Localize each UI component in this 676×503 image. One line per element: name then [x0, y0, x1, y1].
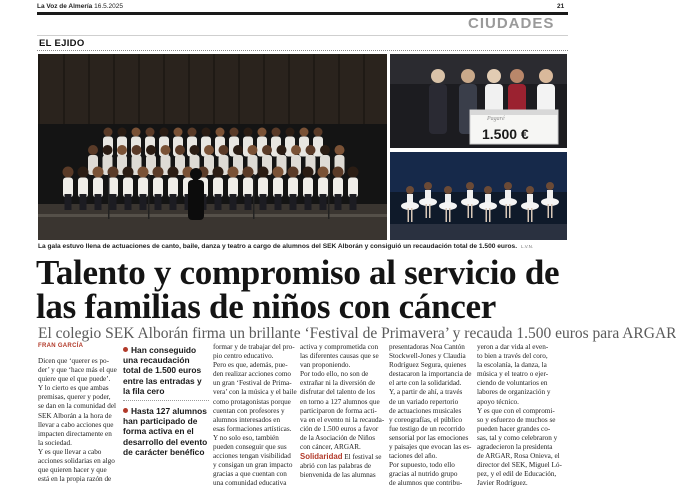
singer-head — [258, 167, 269, 178]
wall-panel-line — [88, 54, 90, 124]
dancer-leg — [548, 204, 550, 218]
pull-quote-2-text: Hasta 127 alumnos han participado de forma activa en el desarrollo del evento de carácter benéfico — [123, 406, 208, 457]
singer-head — [333, 167, 344, 178]
body-line: der’ y que ‘hace más el que — [38, 366, 117, 375]
body-line: cuentan con profesores y — [213, 406, 285, 415]
body-line: de actuaciones musicales — [389, 406, 462, 415]
body-line: sas, tal y como celebraron y — [477, 433, 558, 442]
body-line: Y, a partir de ahí, a través — [389, 388, 463, 397]
singer-head — [216, 128, 225, 137]
dancer-leg — [506, 204, 508, 218]
singer-head — [318, 167, 329, 178]
singer-legs — [95, 194, 102, 210]
body-line: premisas, querer y poder, — [38, 393, 111, 402]
body-line: den realizar acciones como — [213, 370, 292, 379]
singer-head — [273, 167, 284, 178]
singer-legs — [350, 194, 357, 210]
dancer-head — [424, 182, 432, 190]
body-line: y paisajes que evocan las es- — [389, 443, 472, 452]
body-line: que quieren hacer y que — [38, 466, 107, 475]
body-line: acciones solidarias en algo — [38, 457, 115, 466]
conductor-body — [188, 180, 204, 220]
singer-legs — [80, 194, 87, 210]
body-line: so y esfuerzo de muchos se — [477, 415, 556, 424]
singer-head — [213, 167, 224, 178]
wall-panel-line — [38, 54, 40, 124]
body-line: gracias al nutrido grupo — [389, 470, 458, 479]
subsection-title: EL EJIDO — [39, 38, 85, 49]
dancer-tutu — [419, 198, 437, 206]
body-line: gracias a que cuentan con — [213, 470, 287, 479]
singer-legs — [155, 194, 162, 210]
person-head — [431, 69, 445, 83]
singer-head — [146, 145, 156, 155]
body-line: Javier Rodríguez. — [477, 479, 528, 488]
body-column-1 — [38, 357, 118, 503]
body-line: va en el evento ni la recauda- — [300, 415, 385, 424]
body-line: participaron de forma acti- — [300, 406, 377, 415]
body-line: quiere que el que puede’. — [38, 375, 111, 384]
dancer-tutu — [479, 202, 497, 210]
person-head — [487, 69, 501, 83]
body-line: van proponiendo. — [300, 361, 351, 370]
issue-date: 16.5.2025 — [94, 3, 124, 10]
wall-panel-line — [188, 54, 190, 124]
singer-legs — [305, 194, 312, 210]
singer-head — [288, 167, 299, 178]
singer-legs — [110, 194, 117, 210]
masthead-paper-date — [37, 3, 123, 10]
riser-edge — [38, 214, 387, 217]
article-headline — [36, 253, 576, 326]
body-line: música y el teatro o ejer- — [477, 370, 549, 379]
body-line: alumnos interesados en — [213, 415, 281, 424]
dancer-leg — [468, 204, 470, 218]
body-line: pueden hacer grandes co- — [477, 424, 551, 433]
photo-credit: L.V.N. — [521, 244, 534, 249]
body-line: presentadoras Noa Cantón — [389, 343, 465, 351]
body-line: acciones tengan visibilidad — [213, 452, 291, 461]
body-line: agradecieron la presidenta — [477, 443, 553, 452]
singer-head — [146, 128, 155, 137]
person-head — [461, 69, 475, 83]
mic-stand — [328, 174, 330, 219]
body-line: bienvenida de las alumnas — [300, 471, 376, 480]
singer-head — [132, 128, 141, 137]
dancer-leg — [429, 204, 431, 218]
singer-head — [258, 128, 267, 137]
singer-head — [190, 145, 200, 155]
body-line: con cáncer, ARGAR. — [300, 443, 361, 452]
body-line: el arte con la solidaridad. — [389, 379, 462, 388]
singer-head — [103, 145, 113, 155]
body-column-4 — [300, 343, 385, 503]
bullet-dot-icon — [123, 347, 128, 352]
singer-head — [161, 145, 171, 155]
headline-line-1: Talento y compromiso al servicio de — [36, 253, 560, 292]
body-line: Y lo cierto es que ambas — [38, 384, 109, 393]
singer-head — [335, 145, 345, 155]
headline-line-2: las familias de niños con cáncer — [36, 287, 496, 326]
singer-legs — [65, 194, 72, 210]
body-line: Y no solo eso, también — [213, 433, 279, 442]
singer-head — [262, 145, 272, 155]
body-line: extrañar ni la diversión de — [300, 379, 376, 388]
wall-panel-line — [238, 54, 240, 124]
singer-legs — [290, 194, 297, 210]
singer-head — [303, 167, 314, 178]
body-line: fue testigo de un recorrido — [389, 424, 465, 433]
body-line: un gran ‘Festival de Prima- — [213, 379, 292, 388]
wall-panel-line — [113, 54, 115, 124]
body-subhead: Solidaridad — [300, 452, 343, 462]
dancer-leg — [471, 204, 473, 218]
singer-head — [348, 167, 359, 178]
body-line: taciones del año. — [389, 452, 438, 461]
singer-head — [314, 128, 323, 137]
dancer-tutu — [499, 198, 517, 206]
body-line: Stockwell-Jones y Claudia — [389, 352, 466, 361]
singer-legs — [170, 194, 177, 210]
singer-head — [123, 167, 134, 178]
dancers-illustration — [390, 152, 567, 240]
body-line: pueden conseguir que sus — [213, 443, 287, 452]
article-subheadline: El colegio SEK Alborán firma un brillante ‘Festival de Primavera’ y recauda 1.500 euros para ARGAR — [38, 325, 676, 342]
body-line: en torno a 127 alumnos que — [300, 397, 380, 406]
wall-panel-line — [338, 54, 340, 124]
singer-legs — [230, 194, 237, 210]
paper-name: La Voz de Almería — [37, 3, 93, 10]
singer-head — [228, 167, 239, 178]
body-line: de alumnos que contribu- — [389, 479, 463, 488]
singer-head — [300, 128, 309, 137]
singer-head — [248, 145, 258, 155]
photo-cheque-presentation — [390, 54, 567, 148]
singer-head — [230, 128, 239, 137]
mic-stand — [108, 174, 110, 219]
body-line: sensorial por las emociones — [389, 433, 469, 442]
wall-panel-line — [288, 54, 290, 124]
bullet-dot-icon — [123, 408, 128, 413]
cheque-amount: 1.500 € — [482, 126, 529, 142]
wall-panel-line — [313, 54, 315, 124]
stage-wall — [38, 54, 387, 124]
dancer-head — [444, 186, 452, 194]
singer-head — [188, 128, 197, 137]
body-line: una comunidad educativa — [213, 479, 287, 488]
singer-head — [132, 145, 142, 155]
dancer-tutu — [401, 202, 419, 210]
body-line: Rodríguez Segura, quienes — [389, 361, 467, 370]
dancer-leg — [509, 204, 511, 218]
singer-head — [291, 145, 301, 155]
section-subhead-line — [300, 452, 385, 462]
body-line: destacaron la importancia de — [389, 370, 472, 379]
photo-dance-performance — [390, 152, 567, 240]
dancer-tutu — [439, 202, 457, 210]
body-line: está en la propia razón de — [38, 475, 112, 484]
singer-head — [233, 145, 243, 155]
body-line: esas formaciones artísticas. — [213, 424, 292, 433]
dancer-leg — [528, 208, 530, 222]
body-line: pez, y el edil de Educación, — [477, 470, 557, 479]
cheque-header-band — [470, 110, 558, 115]
dancer-tutu — [461, 198, 479, 206]
conductor-head — [190, 168, 202, 180]
dancer-head — [526, 186, 534, 194]
body-line: impacten directamente en — [38, 429, 112, 438]
body-line: ciendo de voluntarios en — [477, 379, 548, 388]
person-body — [429, 84, 447, 134]
body-line: vera’ con la música y el baile — [213, 388, 297, 397]
singer-head — [306, 145, 316, 155]
stage-floor — [390, 224, 567, 240]
cheque-illustration — [390, 54, 567, 148]
body-line: ción de 1.500 euros a favor — [300, 424, 379, 433]
wall-panel-line — [363, 54, 365, 124]
singer-legs — [245, 194, 252, 210]
dancer-leg — [408, 208, 410, 222]
body-line: formar y de trabajar del pro- — [213, 343, 295, 351]
wall-panel-line — [213, 54, 215, 124]
body-column-6 — [477, 343, 568, 503]
body-line: apoyo técnico. — [477, 397, 519, 406]
singer-head — [118, 128, 127, 137]
singer-head — [204, 145, 214, 155]
pull-quote-1 — [123, 345, 209, 396]
body-line: pio centro educativo. — [213, 352, 274, 361]
wall-panel-line — [63, 54, 65, 124]
wall-panel-line — [263, 54, 265, 124]
body-line: yeron a dar vida al even- — [477, 343, 549, 351]
singer-head — [160, 128, 169, 137]
pull-quote-2 — [123, 406, 209, 457]
singer-legs — [320, 194, 327, 210]
body-line: Dicen que ‘querer es po- — [38, 357, 110, 365]
section-rule — [37, 35, 568, 36]
dancer-leg — [551, 204, 553, 218]
singer-head — [168, 167, 179, 178]
section-title: CIUDADES — [468, 15, 555, 32]
wall-panel-line — [138, 54, 140, 124]
singer-head — [219, 145, 229, 155]
dancer-head — [484, 186, 492, 194]
person-head — [510, 69, 524, 83]
body-line: to bien a través del coro, — [477, 352, 548, 361]
blue-light-wash — [390, 152, 567, 192]
singer-head — [320, 145, 330, 155]
dancer-leg — [411, 208, 413, 222]
singer-head — [174, 128, 183, 137]
dancer-leg — [426, 204, 428, 218]
dancer-tutu — [541, 198, 559, 206]
dancer-tutu — [521, 202, 539, 210]
singer-legs — [140, 194, 147, 210]
singer-head — [117, 145, 127, 155]
singer-head — [244, 128, 253, 137]
body-line: SEK Alborán a la hora de — [38, 411, 112, 420]
singer-head — [286, 128, 295, 137]
body-line: Y es que con el compromi- — [477, 406, 555, 415]
body-column-3 — [213, 343, 297, 503]
body-column-5 — [389, 343, 474, 503]
body-line: la sociedad. — [38, 438, 72, 447]
choir-illustration — [38, 54, 387, 240]
dancer-head — [406, 186, 414, 194]
dancer-head — [504, 182, 512, 190]
dancer-leg — [446, 208, 448, 222]
dancer-head — [466, 182, 474, 190]
body-line: se dan en la comunidad del — [38, 402, 117, 411]
photo-caption — [38, 243, 568, 250]
singer-head — [243, 167, 254, 178]
body-line: director del SEK, Miguel Ló- — [477, 461, 562, 470]
singer-head — [104, 128, 113, 137]
singer-head — [272, 128, 281, 137]
body-line: El festival se — [342, 453, 382, 462]
pull-quote-1-text: Han conseguido una recaudación total de 1.500 euros entre las entradas y la fila cero — [123, 345, 202, 396]
person-head — [539, 69, 553, 83]
body-line: como protagonistas porque — [213, 397, 291, 406]
mic-stand — [148, 174, 150, 219]
subsection-rule — [37, 50, 568, 51]
body-line: abrió con las palabras de — [300, 462, 372, 471]
singer-legs — [275, 194, 282, 210]
singer-head — [63, 167, 74, 178]
body-line: Por supuesto, todo ello — [389, 461, 455, 470]
singer-head — [277, 145, 287, 155]
body-line: Pero es que, además, pue- — [213, 361, 288, 370]
dancer-leg — [486, 208, 488, 222]
wall-panel-line — [163, 54, 165, 124]
body-line: Por todo ello, no son de — [300, 370, 369, 379]
singer-head — [93, 167, 104, 178]
body-line: y coreografías, el público — [389, 415, 463, 424]
singer-legs — [260, 194, 267, 210]
body-line: labores de organización y — [477, 388, 551, 397]
photo-choir-stage — [38, 54, 387, 240]
caption-text: La gala estuvo llena de actuaciones de canto, baile, danza y teatro a cargo de alumnos del SEK Alborán y consiguió un recaudación total de 1.500 euros. — [38, 243, 518, 250]
singer-head — [175, 145, 185, 155]
dancer-leg — [489, 208, 491, 222]
singer-legs — [125, 194, 132, 210]
singer-legs — [215, 194, 222, 210]
dancer-leg — [449, 208, 451, 222]
body-line: disfrutar del talento de los — [300, 388, 376, 397]
mic-stand — [253, 174, 255, 219]
singer-legs — [335, 194, 342, 210]
body-line: de ARGAR, Rosa Onieva, el — [477, 452, 560, 461]
body-line: de un variado repertorio — [389, 397, 459, 406]
dancer-leg — [531, 208, 533, 222]
body-line: y consigan un gran impacto — [213, 461, 293, 470]
singer-head — [88, 145, 98, 155]
cheque-label: Pagaré — [487, 116, 505, 122]
body-line: la escolanía, la danza, la — [477, 361, 547, 370]
pull-quote-divider — [123, 400, 209, 401]
body-line: activa y comprometida con — [300, 343, 379, 351]
dancer-head — [546, 182, 554, 190]
byline: FRAN GARCÍA — [38, 343, 84, 349]
singer-head — [153, 167, 164, 178]
body-line: Y es que llevar a cabo — [38, 447, 102, 456]
body-line: de la Asociación de Niños — [300, 433, 376, 442]
body-line: llevar a cabo acciones que — [38, 420, 114, 429]
singer-head — [138, 167, 149, 178]
body-line: las diferentes causas que se — [300, 352, 379, 361]
singer-head — [78, 167, 89, 178]
singer-head — [202, 128, 211, 137]
page-number: 21 — [557, 3, 565, 10]
